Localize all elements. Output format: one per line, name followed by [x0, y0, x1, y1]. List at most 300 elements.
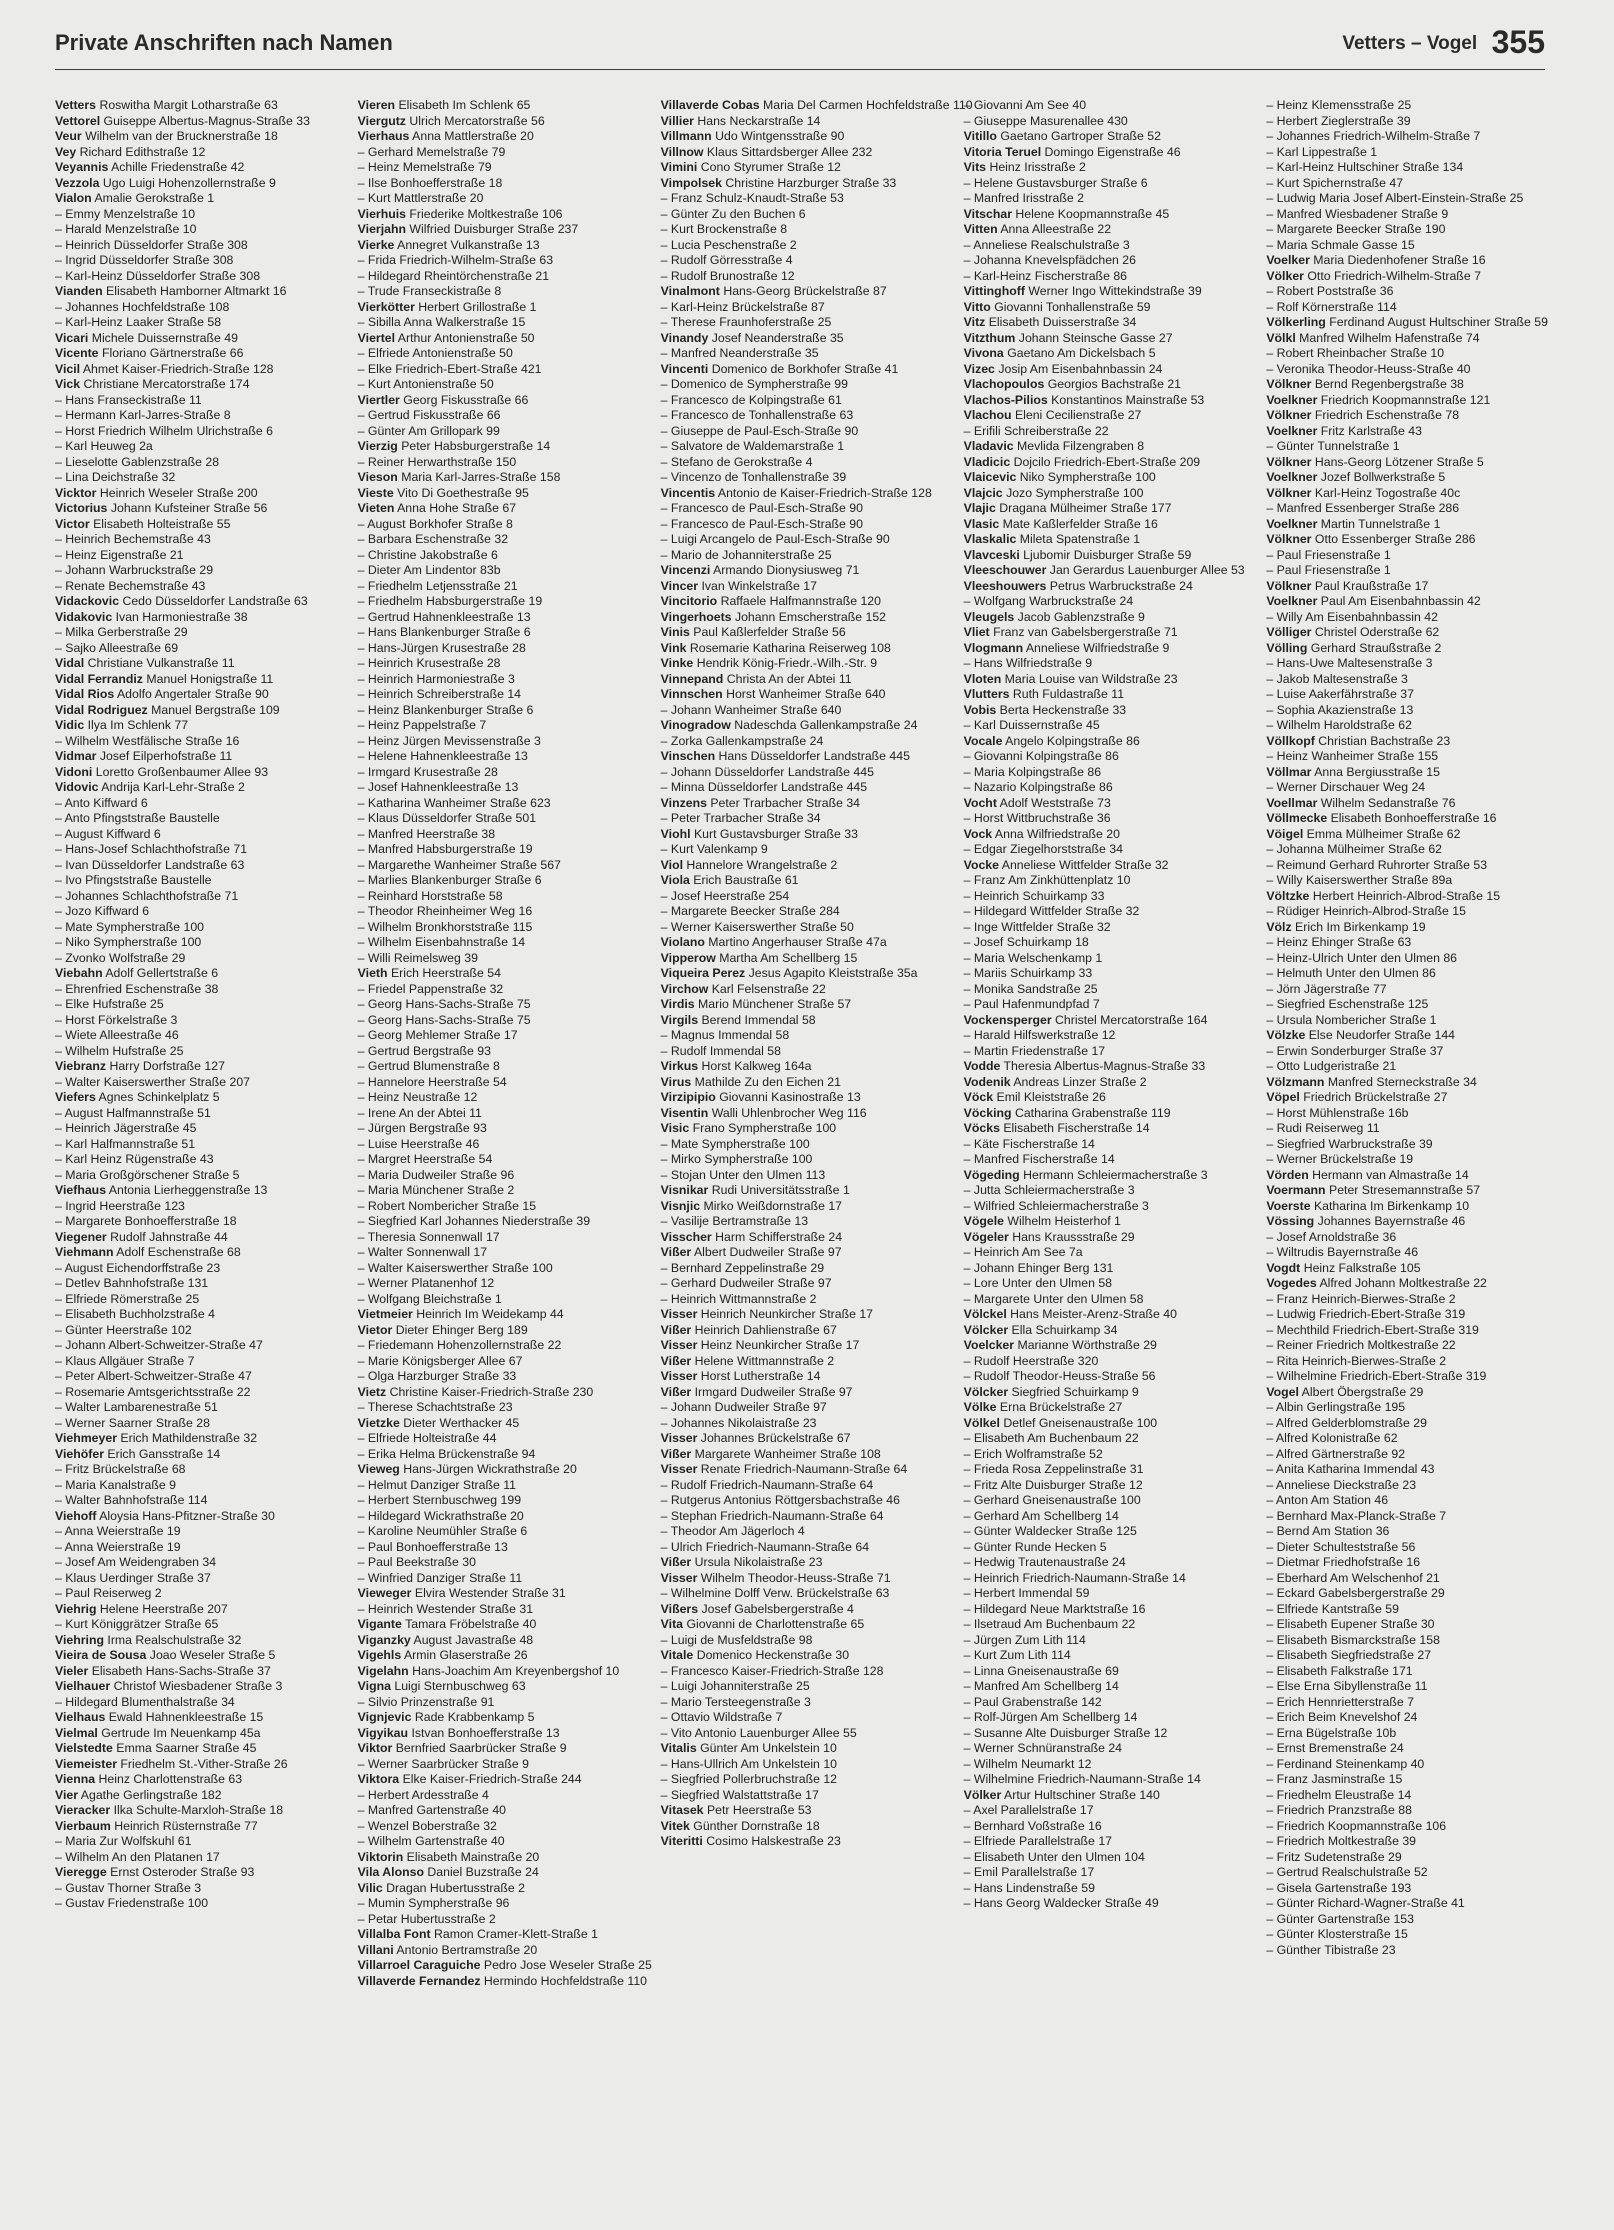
entry-address: – Karl-Heinz Hultschiner Straße 134: [1266, 160, 1464, 174]
entry-address: Daniel Buzstraße 24: [427, 1865, 539, 1879]
entry-address: Maria Diedenhofener Straße 16: [1313, 253, 1486, 267]
directory-entry: [358, 1648, 645, 1664]
directory-entry: [358, 1369, 645, 1385]
directory-entry: [964, 424, 1251, 440]
entry-address: – Josef Am Weidengraben 34: [55, 1555, 217, 1569]
directory-entry: [964, 191, 1251, 207]
entry-address: – Ivan Düsseldorfer Landstraße 63: [55, 857, 245, 872]
entry-address: – Kurt Mattlerstraße 20: [357, 191, 484, 205]
directory-entry: [661, 1230, 948, 1246]
entry-surname: Völz: [1266, 919, 1292, 934]
entry-address: Johann Emscherstraße 152: [734, 609, 886, 624]
directory-entry: [1266, 873, 1553, 889]
directory-entry: [358, 687, 645, 703]
directory-entry: [661, 377, 948, 393]
entry-address: – Georg Mehlemer Straße 17: [357, 1028, 518, 1042]
entry-address: – Franz Heinrich-Bierwes-Straße 2: [1266, 1291, 1456, 1306]
directory-entry: [661, 858, 948, 874]
entry-address: Alfred Johann Moltkestraße 22: [1319, 1276, 1487, 1290]
entry-address: – Ulrich Friedrich-Naumann-Straße 64: [660, 1539, 870, 1554]
directory-entry: [1266, 1943, 1553, 1959]
entry-surname: Völkel: [963, 1415, 1000, 1430]
entry-surname: Vivona: [963, 346, 1004, 360]
entry-address: – Ingrid Heerstraße 123: [55, 1198, 185, 1213]
directory-entry: [358, 951, 645, 967]
entry-address: – Salvatore de Waldemarstraße 1: [660, 439, 845, 453]
entry-surname: Vidovic: [55, 780, 99, 794]
entry-address: – Christine Jakobstraße 6: [357, 547, 498, 562]
directory-entry: [358, 486, 645, 502]
entry-address: – Giovanni Am See 40: [963, 98, 1087, 112]
entry-address: Friedrich Eschenstraße 78: [1314, 408, 1460, 422]
directory-entry: [1266, 300, 1553, 316]
entry-surname: Visser: [660, 1307, 698, 1321]
directory-entry: [964, 1881, 1251, 1897]
entry-address: – Helmuth Unter den Ulmen 86: [1266, 966, 1436, 980]
entry-surname: Vienna: [55, 1772, 96, 1786]
entry-address: – Herbert Sternbuschweg 199: [357, 1493, 522, 1507]
entry-address: – Werner Schnüranstraße 24: [963, 1741, 1123, 1755]
directory-entry: [55, 749, 342, 765]
entry-surname: Vialon: [55, 191, 92, 205]
directory-entry: [1266, 672, 1553, 688]
entry-address: – Hildegard Wittfelder Straße 32: [963, 904, 1140, 918]
directory-entry: [1266, 1586, 1553, 1602]
entry-address: Adolf Weststraße 73: [999, 795, 1111, 810]
entry-surname: Visser: [660, 1369, 698, 1383]
entry-address: – Kurt Königgrätzer Straße 65: [55, 1617, 219, 1631]
directory-entry: [964, 1540, 1251, 1556]
entry-address: – Walter Sonnenwall 17: [357, 1245, 488, 1259]
directory-entry: [1266, 1834, 1553, 1850]
entry-address: – Maria Großgörschener Straße 5: [55, 1167, 240, 1182]
entry-address: Dragana Mülheimer Straße 177: [999, 501, 1172, 515]
entry-address: – Nazario Kolpingstraße 86: [963, 780, 1113, 794]
entry-address: Irma Realschulstraße 32: [107, 1632, 242, 1647]
directory-entry: [964, 253, 1251, 269]
directory-entry: [964, 1106, 1251, 1122]
directory-entry: [55, 222, 342, 238]
entry-address: Eleni Cecilienstraße 27: [1014, 408, 1142, 422]
entry-address: – Irene An der Abtei 11: [357, 1105, 482, 1120]
directory-entry: [358, 625, 645, 641]
entry-address: Horst Lutherstraße 14: [700, 1369, 821, 1383]
directory-entry: [358, 1540, 645, 1556]
directory-entry: [55, 1664, 342, 1680]
entry-address: – Winfried Danziger Straße 11: [357, 1570, 523, 1585]
entry-address: – Erwin Sonderburger Straße 37: [1266, 1043, 1444, 1058]
entry-address: – Günther Tibistraße 23: [1266, 1942, 1396, 1957]
entry-address: Armin Glaserstraße 26: [403, 1648, 528, 1662]
entry-address: Klaus Sittardsberger Allee 232: [706, 144, 873, 159]
entry-surname: Viehring: [55, 1632, 104, 1647]
directory-entry: [661, 284, 948, 300]
entry-address: – Milka Gerberstraße 29: [55, 625, 188, 639]
directory-entry: [55, 393, 342, 409]
directory-entry: [964, 1865, 1251, 1881]
entry-address: – Elfriede Römerstraße 25: [55, 1291, 200, 1306]
entry-address: – Helene Gustavsburger Straße 6: [963, 175, 1148, 190]
directory-entry: [358, 1803, 645, 1819]
entry-surname: Vier: [55, 1787, 79, 1802]
entry-address: Andrija Karl-Lehr-Straße 2: [101, 780, 245, 794]
directory-entry: [661, 1013, 948, 1029]
entry-address: Anna Bergiusstraße 15: [1314, 764, 1440, 779]
entry-address: Dojcilo Friedrich-Ebert-Straße 209: [1013, 454, 1201, 469]
entry-address: Emil Kleiststraße 26: [996, 1090, 1106, 1104]
entry-address: Guiseppe Albertus-Magnus-Straße 33: [103, 113, 310, 128]
directory-entry: [1266, 408, 1553, 424]
entry-address: – Wilhelm Hufstraße 25: [55, 1043, 184, 1058]
directory-entry: [358, 424, 645, 440]
entry-address: – Frida Friedrich-Wilhelm-Straße 63: [357, 253, 554, 267]
directory-entry: [661, 1648, 948, 1664]
entry-address: Elisabeth Im Schlenk 65: [398, 98, 531, 112]
entry-address: – Hildegard Wickrathstraße 20: [357, 1508, 524, 1523]
directory-entry: [964, 1152, 1251, 1168]
directory-entry: [964, 1121, 1251, 1137]
entry-address: – Petar Hubertusstraße 2: [357, 1911, 496, 1926]
entry-address: – Anna Weierstraße 19: [55, 1539, 181, 1554]
entry-surname: Vincenti: [660, 361, 709, 376]
entry-address: – Hans Blankenburger Straße 6: [357, 625, 531, 639]
directory-entry: [55, 873, 342, 889]
directory-entry: [661, 1710, 948, 1726]
directory-entry: [661, 951, 948, 967]
entry-surname: Völcker: [963, 1322, 1009, 1337]
entry-surname: Voelkner: [1266, 392, 1318, 407]
directory-entry: [964, 377, 1251, 393]
directory-entry: [661, 579, 948, 595]
entry-address: Ilka Schulte-Marxloh-Straße 18: [113, 1803, 284, 1817]
entry-surname: Vlachopoulos: [963, 377, 1045, 391]
entry-address: – Hans-Ullrich Am Unkelstein 10: [660, 1756, 837, 1771]
entry-address: – Wilhelm Eisenbahnstraße 14: [357, 935, 526, 949]
directory-entry: [1266, 284, 1553, 300]
directory-entry: [964, 548, 1251, 564]
entry-address: Berta Heckenstraße 33: [999, 702, 1127, 717]
entry-address: – Heinrich Wittmannstraße 2: [660, 1291, 817, 1306]
entry-surname: Vögeler: [963, 1229, 1009, 1244]
page-title: Private Anschriften nach Namen: [55, 30, 393, 55]
entry-address: – Günter Zu den Buchen 6: [660, 206, 806, 221]
directory-entry: [1266, 1819, 1553, 1835]
directory-entry: [358, 904, 645, 920]
directory-entry: [358, 1121, 645, 1137]
entry-surname: Vock: [963, 826, 993, 841]
entry-surname: Vita: [660, 1617, 684, 1631]
entry-address: Elvira Westender Straße 31: [414, 1586, 566, 1600]
entry-address: – Stephan Friedrich-Naumann-Straße 64: [660, 1508, 884, 1523]
directory-entry: [358, 1028, 645, 1044]
directory-entry: [964, 532, 1251, 548]
entry-address: Hermann Schleiermacherstraße 3: [1023, 1167, 1208, 1182]
entry-address: – Herbert Ardesstraße 4: [357, 1787, 489, 1802]
entry-surname: Visnjic: [660, 1198, 701, 1213]
entry-address: Istvan Bonhoefferstraße 13: [411, 1725, 560, 1740]
entry-address: – Reiner Herwarthstraße 150: [357, 454, 517, 469]
directory-entry: [964, 1183, 1251, 1199]
directory-entry: [358, 346, 645, 362]
entry-address: Walli Uhlenbrocher Weg 116: [711, 1105, 867, 1120]
entry-address: Erich Im Birkenkamp 19: [1295, 919, 1426, 934]
directory-entry: [964, 1276, 1251, 1292]
directory-entry: [55, 1896, 342, 1912]
directory-entry: [661, 1075, 948, 1091]
entry-address: – Anton Am Station 46: [1266, 1493, 1389, 1507]
directory-entry: [358, 1912, 645, 1928]
directory-entry: [661, 424, 948, 440]
entry-address: Irmgard Dudweiler Straße 97: [694, 1384, 853, 1399]
directory-entry: [55, 842, 342, 858]
entry-surname: Vieste: [357, 485, 394, 500]
directory-entry: [661, 331, 948, 347]
entry-address: Friedrich Koopmannstraße 121: [1320, 392, 1491, 407]
entry-surname: Vierbaum: [55, 1818, 111, 1833]
entry-address: – Günter Klosterstraße 15: [1266, 1927, 1408, 1941]
directory-entry: [1266, 1338, 1553, 1354]
directory-entry: [661, 1431, 948, 1447]
directory-entry: [357, 1973, 648, 1990]
directory-entry: [1266, 1075, 1553, 1091]
directory-entry: [964, 331, 1251, 347]
entry-address: Domenico de Borkhofer Straße 41: [711, 361, 899, 376]
directory-entry: [55, 1819, 342, 1835]
directory-entry: [358, 734, 645, 750]
directory-entry: [55, 1447, 342, 1463]
directory-entry: [964, 1199, 1251, 1215]
entry-address: Mirko Weißdornstraße 17: [703, 1198, 843, 1213]
entry-address: Andreas Linzer Straße 2: [1013, 1074, 1147, 1089]
entry-address: Ahmet Kaiser-Friedrich-Straße 128: [82, 361, 274, 376]
directory-entry: [358, 98, 645, 114]
entry-surname: Visscher: [660, 1229, 712, 1244]
entry-surname: Vidic: [55, 718, 85, 732]
entry-address: – Siegfried Eschenstraße 125: [1266, 997, 1429, 1011]
directory-entry: [55, 424, 342, 440]
directory-entry: [661, 1307, 948, 1323]
directory-entry: [1266, 1462, 1553, 1478]
directory-entry: [1266, 1230, 1553, 1246]
directory-entry: [661, 827, 948, 843]
directory-entry: [964, 439, 1251, 455]
directory-entry: [661, 1323, 948, 1339]
directory-entry: [358, 1927, 645, 1943]
entry-address: Theresia Albertus-Magnus-Straße 33: [1003, 1059, 1206, 1073]
entry-surname: Viganzky: [357, 1632, 411, 1647]
directory-entry: [358, 889, 645, 905]
entry-surname: Violano: [660, 935, 705, 949]
directory-entry: [1266, 1788, 1553, 1804]
directory-entry: [358, 114, 645, 130]
entry-address: – Karl Heinz Rügenstraße 43: [55, 1152, 214, 1166]
entry-address: – Friedrich Koopmannstraße 106: [1266, 1818, 1447, 1833]
entry-address: – Karl Duissernstraße 45: [963, 718, 1100, 732]
entry-surname: Vieson: [357, 470, 398, 484]
entry-address: – Karl-Heinz Düsseldorfer Straße 308: [55, 268, 261, 283]
entry-address: Heinz Charlottenstraße 63: [98, 1772, 243, 1786]
directory-entry: [358, 672, 645, 688]
directory-entry: [358, 703, 645, 719]
entry-surname: Vieren: [357, 98, 396, 112]
directory-entry: [358, 1695, 645, 1711]
entry-address: – Irmgard Krusestraße 28: [357, 764, 498, 779]
directory-entry: [1266, 393, 1553, 409]
entry-address: – Horst Mühlenstraße 16b: [1266, 1105, 1409, 1120]
entry-address: – Barbara Eschenstraße 32: [357, 532, 509, 546]
entry-surname: Vieten: [357, 501, 395, 515]
entry-address: – Alfred Gelderblomstraße 29: [1266, 1415, 1427, 1430]
entry-address: – Günter Tunnelstraße 1: [1266, 439, 1400, 453]
entry-address: Christel Oderstraße 62: [1314, 625, 1440, 639]
directory-entry: [358, 1183, 645, 1199]
entry-address: Jesus Agapito Kleiststraße 35a: [748, 966, 918, 980]
directory-entry: [964, 625, 1251, 641]
directory-entry: [964, 749, 1251, 765]
directory-entry: [358, 718, 645, 734]
directory-entry: [1266, 1881, 1553, 1897]
entry-address: – Paul Grabenstraße 142: [963, 1694, 1102, 1709]
directory-entry: [1266, 1152, 1553, 1168]
directory-entry: [358, 176, 645, 192]
entry-address: – Otto Ludgeristraße 21: [1266, 1059, 1397, 1073]
directory-entry: [964, 1462, 1251, 1478]
entry-address: – Karl Lippestraße 1: [1266, 144, 1378, 159]
entry-surname: Vinogradow: [660, 718, 731, 732]
entry-address: Hans-Georg Lötzener Straße 5: [1314, 454, 1484, 469]
entry-address: – Rudolf Heerstraße 320: [963, 1353, 1099, 1368]
directory-entry: [55, 1137, 342, 1153]
entry-address: Manfred Sterneckstraße 34: [1327, 1074, 1477, 1089]
entry-address: Georgios Bachstraße 21: [1047, 377, 1182, 391]
entry-surname: Vingerhoets: [660, 609, 732, 624]
directory-entry: [1266, 734, 1553, 750]
directory-entry: [1266, 1664, 1553, 1680]
entry-surname: Viqueira Perez: [660, 966, 746, 980]
entry-surname: Villnow: [660, 144, 704, 159]
directory-entry: [964, 1385, 1251, 1401]
entry-address: – Vincenzo de Tonhallenstraße 39: [660, 470, 847, 484]
directory-entry: [55, 703, 342, 719]
directory-entry: [55, 641, 342, 657]
entry-address: – Josef Schuirkamp 18: [963, 935, 1089, 949]
directory-entry: [1266, 486, 1553, 502]
directory-entry: [964, 873, 1251, 889]
directory-entry: [964, 486, 1251, 502]
entry-address: – Heinz Eigenstraße 21: [55, 547, 184, 562]
directory-entry: [358, 300, 645, 316]
directory-entry: [358, 1013, 645, 1029]
entry-address: – Siegfried Karl Johannes Niederstraße 39: [357, 1214, 591, 1228]
directory-entry: [964, 1834, 1251, 1850]
directory-entry: [55, 548, 342, 564]
entry-address: – Gertrud Fiskusstraße 66: [357, 408, 501, 422]
entry-address: – Maria Dudweiler Straße 96: [357, 1167, 515, 1182]
directory-entry: [358, 1834, 645, 1850]
directory-entry: [358, 873, 645, 889]
directory-entry: [661, 346, 948, 362]
entry-surname: Vicil: [55, 361, 81, 376]
directory-entry: [55, 1214, 342, 1230]
directory-entry: [55, 346, 342, 362]
directory-entry: [1266, 160, 1553, 176]
entry-address: – August Borkhofer Straße 8: [357, 516, 513, 531]
entry-surname: Völlkopf: [1266, 733, 1315, 748]
directory-entry: [1266, 114, 1553, 130]
entry-surname: Vits: [963, 160, 987, 174]
directory-entry: [964, 1230, 1251, 1246]
directory-entry: [55, 1509, 342, 1525]
entry-surname: Vimpolsek: [660, 175, 722, 190]
directory-entry: [358, 1230, 645, 1246]
directory-entry: [1266, 796, 1553, 812]
directory-entry: [964, 1896, 1251, 1912]
entry-address: Anna Hohe Straße 67: [397, 501, 517, 515]
directory-entry: [55, 672, 342, 688]
entry-address: – Gertrud Realschulstraße 52: [1266, 1865, 1428, 1879]
directory-entry: [661, 780, 948, 796]
entry-address: – Monika Sandstraße 25: [963, 981, 1098, 996]
directory-entry: [964, 269, 1251, 285]
entry-address: – Paul Bonhoefferstraße 13: [357, 1539, 508, 1554]
directory-entry: [55, 300, 342, 316]
entry-surname: Vöigel: [1266, 826, 1304, 841]
directory-entry: [661, 517, 948, 533]
entry-surname: Viteritti: [660, 1834, 703, 1848]
entry-address: Joao Weseler Straße 5: [149, 1648, 276, 1662]
directory-entry: [1266, 439, 1553, 455]
entry-address: – Robert Rheinbacher Straße 10: [1266, 346, 1445, 360]
entry-surname: Villier: [660, 113, 694, 128]
directory-entry: [55, 501, 342, 517]
directory-entry: [1266, 749, 1553, 765]
directory-entry: [1266, 253, 1553, 269]
entry-surname: Vincer: [660, 578, 699, 593]
entry-address: – August Kiffward 6: [55, 826, 161, 841]
directory-entry: [1266, 1307, 1553, 1323]
entry-address: – Johann Ehinger Berg 131: [963, 1260, 1114, 1275]
entry-address: Cosimo Halskestraße 23: [706, 1834, 841, 1848]
entry-surname: Vlachos-Pilios: [963, 392, 1048, 407]
directory-entry: [964, 780, 1251, 796]
entry-address: Johannes Bayernstraße 46: [1317, 1214, 1466, 1228]
entry-surname: Vißer: [660, 1555, 692, 1569]
entry-surname: Vitz: [963, 315, 986, 329]
directory-entry: [661, 548, 948, 564]
entry-address: – Siegfried Warbruckstraße 39: [1266, 1136, 1433, 1151]
directory-entry: [1266, 594, 1553, 610]
directory-entry: [661, 532, 948, 548]
entry-address: Hannelore Wrangelstraße 2: [686, 857, 838, 872]
entry-address: – Helene Hahnenkleestraße 13: [357, 749, 528, 763]
entry-surname: Vögeding: [963, 1167, 1020, 1182]
entry-address: Johannes Brückelstraße 67: [700, 1431, 851, 1445]
entry-address: – Sophia Akazienstraße 13: [1266, 702, 1414, 717]
entry-address: Manuel Bergstraße 109: [151, 702, 280, 717]
entry-address: Hermindo Hochfeldstraße 110: [483, 1973, 648, 1988]
entry-surname: Völckel: [963, 1307, 1007, 1321]
directory-entry: [964, 114, 1251, 130]
directory-entry: [1266, 532, 1553, 548]
directory-entry: [964, 1013, 1251, 1029]
entry-surname: Viebahn: [55, 966, 103, 980]
directory-entry: [358, 253, 645, 269]
directory-entry: [55, 207, 342, 223]
entry-address: – Mumin Sympherstraße 96: [357, 1896, 510, 1910]
directory-entry: [964, 1493, 1251, 1509]
entry-address: – Elisabeth Bismarckstraße 158: [1266, 1632, 1440, 1647]
entry-address: – Johannes Friedrich-Wilhelm-Straße 7: [1266, 129, 1481, 143]
